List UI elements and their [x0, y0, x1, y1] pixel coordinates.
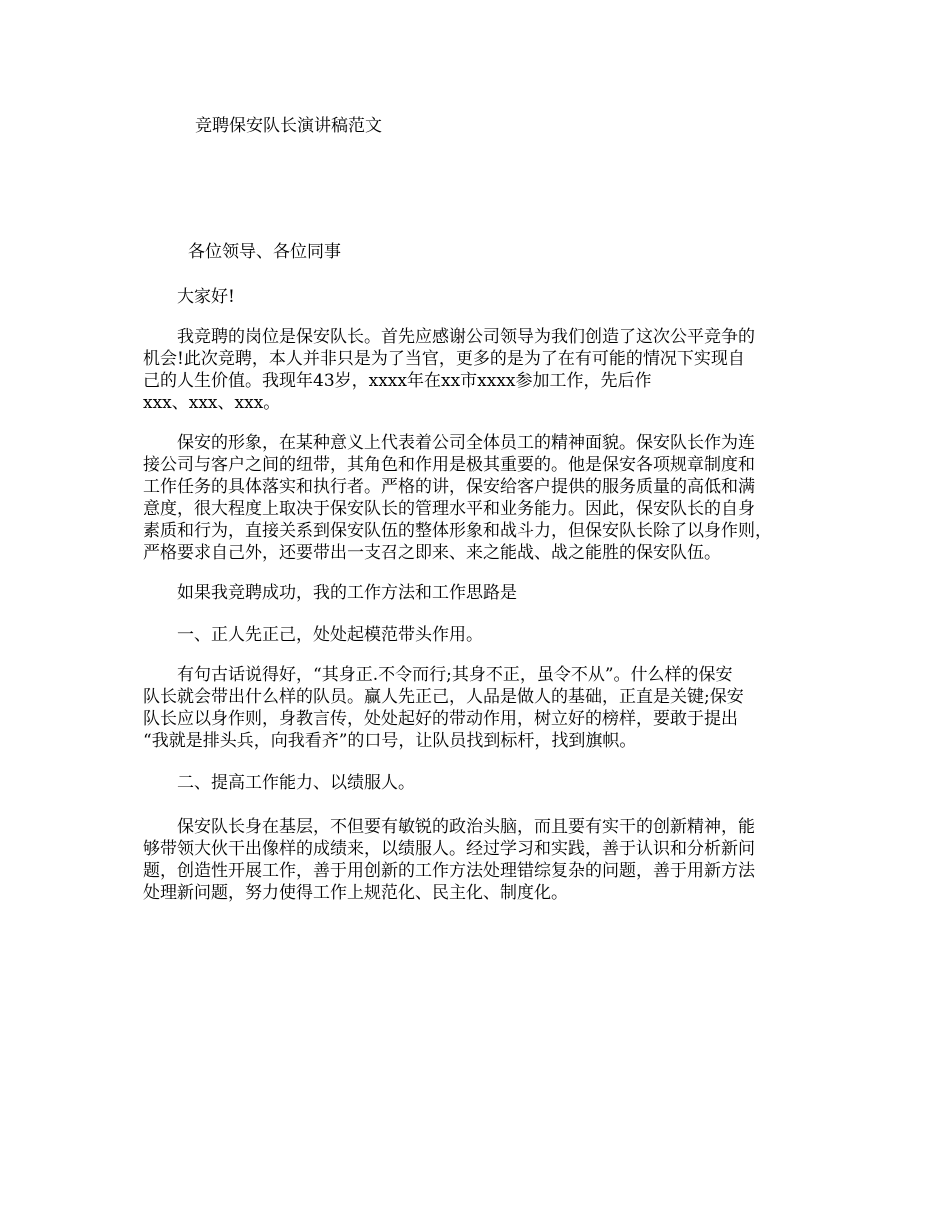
paragraph-2 — [143, 432, 825, 564]
section-heading-1 — [143, 624, 825, 646]
paragraph-line: 我竞聘的岗位是保安队长。首先应感谢公司领导为我们创造了这次公平竞争的 — [177, 327, 755, 347]
paragraph-line: 工作任务的具体落实和执行者。严格的讲，保安给客户提供的服务质量的高低和满 — [143, 477, 755, 497]
paragraph-line: 够带领大伙干出像样的成绩来，以绩服人。经过学习和实践，善于认识和分析新问 — [143, 839, 755, 859]
opening-paragraph — [143, 286, 825, 308]
paragraph-3 — [143, 582, 825, 604]
paragraph-line: 保安的形象，在某种意义上代表着公司全体员工的精神面貌。保安队长作为连 — [177, 433, 755, 453]
paragraph-4 — [143, 664, 825, 752]
paragraph-line: 队长应以身作则，身教言传，处处起好的带动作用，树立好的榜样，要敢于提出 — [143, 709, 738, 729]
paragraph-line: 己的人生价值。我现年43岁，xxxx年在xx市xxxx参加工作，先后作 — [143, 371, 652, 391]
opening-text: 大家好! — [177, 287, 235, 307]
heading-text: 二、提高工作能力、以绩服人。 — [177, 773, 415, 793]
document-title: 竞聘保安队长演讲稿范文 — [195, 116, 382, 136]
section-heading-2 — [143, 772, 825, 794]
paragraph-line: 有句古话说得好，“其身正.不令而行;其身不正，虽令不从”。什么样的保安 — [177, 665, 733, 685]
paragraph-5 — [143, 816, 825, 904]
paragraph-line: 接公司与客户之间的纽带，其角色和作用是极其重要的。他是保安各项规章制度和 — [143, 455, 755, 475]
paragraph-line: 机会!此次竞聘，本人并非只是为了当官，更多的是为了在有可能的情况下实现自 — [143, 349, 745, 369]
paragraph-line: xxx、xxx、xxx。 — [143, 393, 281, 413]
heading-text: 一、正人先正己，处处起模范带头作用。 — [177, 625, 483, 645]
paragraph-line: 严格要求自己外，还要带出一支召之即来、来之能战、战之能胜的保安队伍。 — [143, 543, 721, 563]
paragraph-line: 处理新问题，努力使得工作上规范化、民主化、制度化。 — [143, 883, 568, 903]
paragraph-line: 素质和行为，直接关系到保安队伍的整体形象和战斗力，但保安队长除了以身作则， — [143, 521, 772, 541]
paragraph-line: “我就是排头兵，向我看齐”的口号，让队员找到标杆，找到旗帜。 — [143, 731, 637, 751]
paragraph-line: 队长就会带出什么样的队员。赢人先正己，人品是做人的基础，正直是关键;保安 — [143, 687, 744, 707]
paragraph-line: 意度，很大程度上取决于保安队长的管理水平和业务能力。因此，保安队长的自身 — [143, 499, 755, 519]
paragraph-line: 如果我竞聘成功，我的工作方法和工作思路是 — [177, 583, 517, 603]
paragraph-1 — [143, 326, 825, 414]
salutation: 各位领导、各位同事 — [188, 242, 341, 262]
paragraph-line: 保安队长身在基层，不但要有敏锐的政治头脑，而且要有实干的创新精神，能 — [177, 817, 755, 837]
paragraph-line: 题，创造性开展工作，善于用创新的工作方法处理错综复杂的问题，善于用新方法 — [143, 861, 755, 881]
